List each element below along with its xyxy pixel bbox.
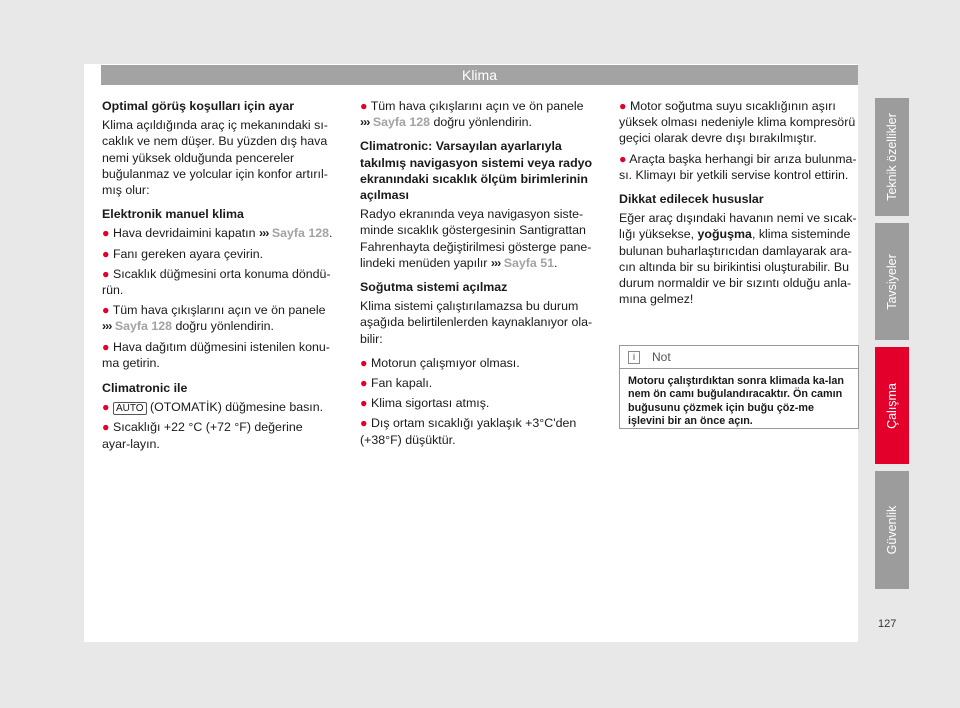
arrow-icon: ››› — [360, 115, 370, 130]
heading-climatronic-units: Climatronic: Varsayılan ayarlarıyla takılmış navigasyon sistemi veya radyo ekranındaki sıcaklık ölçüm birimlerinin açılması — [360, 139, 593, 203]
list-item-text: Motorun çalışmıyor olması. — [370, 355, 520, 370]
bullet-icon: ● — [360, 396, 368, 411]
list-item — [360, 415, 596, 447]
note-box — [619, 345, 859, 429]
list-item-text: Sıcaklık düğmesini orta konuma döndü-rün. — [102, 266, 331, 298]
list-item-text: Klima sigortası atmış. — [370, 396, 490, 411]
list-item: ● Hava devridaimini kapatın ››› Sayfa 128. — [102, 226, 333, 241]
bullet-icon: ● — [102, 339, 110, 354]
list-item-text: doğru yönlendirin. — [175, 319, 274, 334]
note-body: Motoru çalıştırdıktan sonra klimada ka-lan nem ön camı buğulandıracaktır. Ön camın buğusunu çözmek için buğu çöz-me işlevini bir an önce açın. — [628, 375, 844, 428]
tab-technical[interactable] — [875, 98, 909, 216]
list-item-text: Hava devridaimini kapatın — [112, 226, 256, 241]
heading-climatronic: Climatronic ile — [102, 381, 188, 396]
bullet-icon: ● — [360, 99, 368, 113]
tab-label: Çalışma — [885, 382, 899, 429]
bullet-icon: ● — [360, 355, 368, 370]
list-item-text: Hava dağıtım düğmesini istenilen konu-ma getirin. — [102, 339, 330, 370]
list-item — [360, 395, 596, 411]
note-title: Not — [652, 350, 671, 364]
paragraph-units — [360, 206, 596, 271]
tab-tips[interactable] — [875, 223, 909, 340]
list-item — [619, 98, 859, 147]
list-item — [102, 266, 334, 298]
heading-optimal-view: Optimal görüş koşulları için ayar — [102, 99, 295, 113]
list-item-text: Sıcaklığı +22 °C (+72 °F) değerine ayar-layın. — [102, 420, 303, 451]
tab-operation[interactable] — [875, 347, 909, 464]
heading-cooling-off: Soğutma sistemi açılmaz — [360, 280, 508, 295]
period: . — [554, 255, 558, 270]
auto-key: AUTO — [113, 402, 147, 415]
bullet-icon: ● — [102, 303, 110, 318]
bullet-icon: ● — [360, 376, 368, 391]
paragraph-intro: Klima açıldığında araç iç mekanındaki sı-caklık ve nem düşer. Bu yüzden dış hava nemi yüksek olduğunda pencereler buğulanmaz ve yolcular için konfor artırıl-mış olur: — [102, 118, 328, 198]
bullet-icon: ● — [102, 400, 110, 415]
heading-notes: Dikkat edilecek hususlar — [619, 192, 764, 207]
page-link[interactable]: Sayfa 51 — [503, 255, 555, 270]
list-item-text: (OTOMATİK) düğmesine basın. — [150, 400, 324, 415]
info-icon: i — [628, 351, 640, 364]
bullet-icon: ● — [619, 151, 627, 166]
list-item — [102, 419, 334, 451]
arrow-icon: ››› — [490, 255, 501, 270]
list-item-text: Fan kapalı. — [370, 376, 433, 391]
bold-term: yoğuşma — [697, 227, 752, 242]
list-item-text: doğru yönlendirin. — [433, 115, 532, 130]
list-item — [102, 399, 334, 415]
paragraph-cooling: Klima sistemi çalıştırılamazsa bu durum aşağıda belirtilenlerden kaynaklanıyor ola-bilir: — [360, 299, 593, 346]
list-item — [360, 375, 596, 391]
bullet-icon: ● — [102, 246, 110, 261]
list-item-text: Fanı gereken ayara çevirin. — [112, 246, 264, 261]
list-item — [619, 151, 859, 183]
bullet-icon: ● — [619, 99, 627, 113]
tab-label: Tavsiyeler — [885, 253, 899, 310]
heading-manual-climate: Elektronik manuel klima — [102, 207, 244, 222]
bullet-icon: ● — [102, 266, 110, 281]
list-item — [360, 355, 596, 371]
list-item-text: Araçta başka herhangi bir arıza bulunma-sı. Klimayı bir yetkili servise kontrol ettirin. — [619, 151, 857, 182]
list-item — [360, 98, 596, 130]
bullet-icon: ● — [102, 420, 110, 435]
page-number: 127 — [878, 618, 897, 630]
arrow-icon: ››› — [102, 319, 112, 334]
paragraph-text: Radyo ekranında veya navigasyon siste-minde sıcaklık göstergesinin Santigrattan Fahrenhayta değiştirilmesi gösterge pane-lindeki menüden yapılır — [360, 207, 592, 270]
column-3 — [619, 98, 859, 315]
page-link[interactable]: Sayfa 128 — [114, 319, 173, 334]
column-1 — [102, 98, 334, 456]
arrow-icon: ››› — [258, 226, 269, 241]
list-item-text: Dış ortam sıcaklığı yaklaşık +3°C'den (+38°F) düşüktür. — [360, 416, 577, 447]
list-item — [102, 339, 334, 371]
list-item-text: Motor soğutma suyu sıcaklığının aşırı yüksek olması nedeniyle klima kompresörü geçici olarak devre dışı bırakılmıştır. — [619, 99, 856, 146]
page-link[interactable]: Sayfa 128 — [372, 115, 431, 130]
tab-safety[interactable] — [875, 471, 909, 589]
paragraph-text: Eğer araç dışındaki havanın nemi ve sıcak-lığı yüksekse, — [619, 211, 857, 242]
tab-label: Güvenlik — [885, 505, 899, 555]
list-item — [102, 302, 334, 334]
paragraph-condensation — [619, 210, 859, 307]
bullet-icon: ● — [360, 416, 368, 431]
section-header: Klima — [101, 65, 858, 85]
tab-label: Teknik özellikler — [885, 113, 899, 201]
column-2 — [360, 98, 596, 452]
note-header — [620, 346, 858, 369]
list-item-text: Tüm hava çıkışlarını açın ve ön panele — [112, 303, 326, 318]
page-link[interactable]: Sayfa 128 — [271, 226, 329, 241]
list-item — [102, 246, 334, 262]
list-item-text: Tüm hava çıkışlarını açın ve ön panele — [370, 99, 584, 113]
bullet-icon: ● — [102, 226, 110, 241]
paragraph-text: , klima sisteminde bulunan buharlaştırıcıdan damlayarak ara-cın altında bir su birikintisi oluşturabilir. Bu durum normaldir ve bir sızıntı olduğu anla-mına gelmez! — [619, 227, 852, 307]
